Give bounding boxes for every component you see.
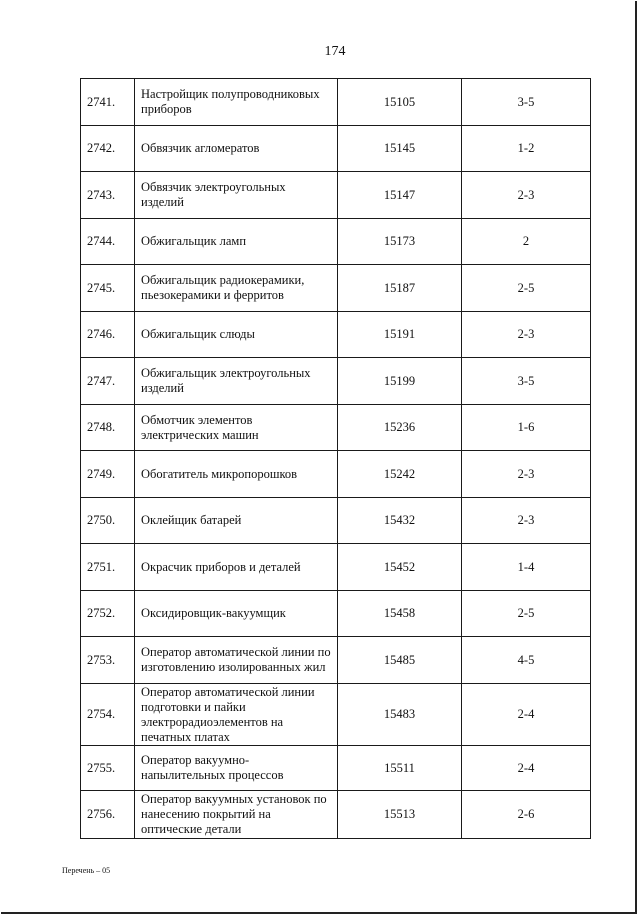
row-number: 2755.	[81, 746, 135, 791]
profession-name: Обогатитель микропорошков	[135, 451, 338, 498]
profession-code: 15191	[338, 312, 462, 358]
grade-range: 1-4	[462, 544, 591, 591]
profession-name: Обжигальщик электроугольных изделий	[135, 358, 338, 405]
profession-name: Обвязчик агломератов	[135, 126, 338, 172]
row-number: 2741.	[81, 79, 135, 126]
profession-code: 15236	[338, 405, 462, 451]
profession-name: Оклейщик батарей	[135, 498, 338, 544]
row-number: 2745.	[81, 265, 135, 312]
row-number: 2750.	[81, 498, 135, 544]
profession-name: Обжигальщик радиокерамики, пьезокерамики и ферритов	[135, 265, 338, 312]
row-number: 2749.	[81, 451, 135, 498]
table-row	[81, 684, 591, 746]
profession-name: Обмотчик элементов электрических машин	[135, 405, 338, 451]
profession-name: Обжигальщик слюды	[135, 312, 338, 358]
profession-name: Оператор автоматической линии подготовки и пайки электрорадиоэлементов на печатных платах	[135, 684, 338, 746]
grade-range: 2-3	[462, 172, 591, 219]
profession-name: Оксидировщик-вакуумщик	[135, 591, 338, 637]
grade-range: 2	[462, 219, 591, 265]
grade-range: 3-5	[462, 79, 591, 126]
profession-code: 15242	[338, 451, 462, 498]
table-row	[81, 637, 591, 684]
profession-code: 15483	[338, 684, 462, 746]
profession-table	[80, 78, 591, 839]
grade-range: 2-4	[462, 746, 591, 791]
page-number: 174	[324, 44, 346, 59]
profession-code: 15173	[338, 219, 462, 265]
profession-name: Оператор вакуумных установок по нанесению покрытий на оптические детали	[135, 791, 338, 839]
table-row	[81, 746, 591, 791]
profession-code: 15485	[338, 637, 462, 684]
row-number: 2744.	[81, 219, 135, 265]
profession-code: 15145	[338, 126, 462, 172]
table-row	[81, 451, 591, 498]
grade-range: 3-5	[462, 358, 591, 405]
grade-range: 1-6	[462, 405, 591, 451]
grade-range: 2-3	[462, 498, 591, 544]
profession-name: Обвязчик электроугольных изделий	[135, 172, 338, 219]
profession-code: 15147	[338, 172, 462, 219]
profession-code: 15513	[338, 791, 462, 839]
row-number: 2751.	[81, 544, 135, 591]
profession-name: Оператор вакуумно-напылительных процессов	[135, 746, 338, 791]
profession-code: 15199	[338, 358, 462, 405]
row-number: 2742.	[81, 126, 135, 172]
profession-code: 15458	[338, 591, 462, 637]
table-row	[81, 219, 591, 265]
grade-range: 1-2	[462, 126, 591, 172]
grade-range: 4-5	[462, 637, 591, 684]
grade-range: 2-4	[462, 684, 591, 746]
profession-code: 15187	[338, 265, 462, 312]
row-number: 2756.	[81, 791, 135, 839]
row-number: 2754.	[81, 684, 135, 746]
table-row	[81, 126, 591, 172]
table-row	[81, 791, 591, 839]
profession-name: Окрасчик приборов и деталей	[135, 544, 338, 591]
grade-range: 2-6	[462, 791, 591, 839]
table-row	[81, 172, 591, 219]
row-number: 2747.	[81, 358, 135, 405]
grade-range: 2-5	[462, 591, 591, 637]
table-row	[81, 312, 591, 358]
table-row	[81, 358, 591, 405]
table-row	[81, 544, 591, 591]
profession-name: Настройщик полупроводниковых приборов	[135, 79, 338, 126]
table-row	[81, 79, 591, 126]
profession-code: 15432	[338, 498, 462, 544]
row-number: 2746.	[81, 312, 135, 358]
grade-range: 2-3	[462, 312, 591, 358]
row-number: 2752.	[81, 591, 135, 637]
profession-name: Оператор автоматической линии по изготовлению изолированных жил	[135, 637, 338, 684]
footer-note: Перечень – 05	[62, 866, 111, 875]
grade-range: 2-3	[462, 451, 591, 498]
row-number: 2748.	[81, 405, 135, 451]
profession-code: 15511	[338, 746, 462, 791]
table-row	[81, 265, 591, 312]
profession-code: 15105	[338, 79, 462, 126]
profession-name: Обжигальщик ламп	[135, 219, 338, 265]
table-row	[81, 591, 591, 637]
table-row	[81, 498, 591, 544]
row-number: 2753.	[81, 637, 135, 684]
profession-code: 15452	[338, 544, 462, 591]
row-number: 2743.	[81, 172, 135, 219]
table-row	[81, 405, 591, 451]
grade-range: 2-5	[462, 265, 591, 312]
